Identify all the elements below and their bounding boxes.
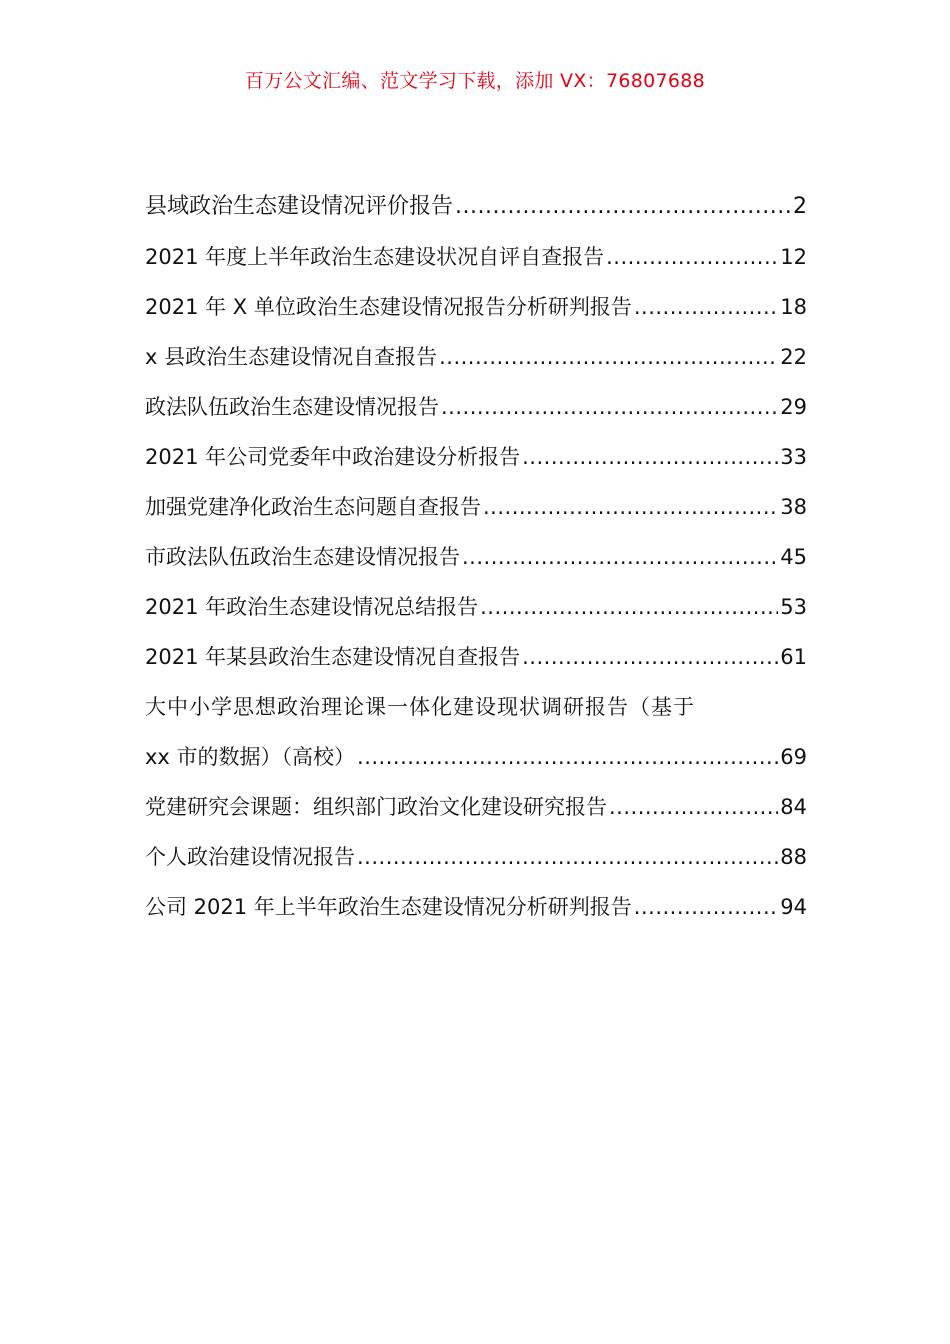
toc-entry[interactable] [145,632,807,682]
toc-dot-leader [483,482,778,532]
toc-dot-leader [462,532,778,582]
toc-entry-page: 61 [780,645,807,669]
toc-entry-page: 33 [780,445,807,469]
toc-entry[interactable] [145,482,807,532]
toc-entry-page: 29 [780,395,807,419]
toc-entry-page: 53 [780,595,807,619]
toc-entry-title: 2021 年度上半年政治生态建设状况自评自查报告 [145,245,605,269]
toc-dot-leader [606,232,778,282]
toc-dot-leader [609,782,778,832]
toc-entry-page: 84 [780,795,807,819]
toc-dot-leader [441,382,778,432]
toc-entry-page: 94 [780,895,807,919]
toc-dot-leader [480,582,778,632]
toc-entry[interactable] [145,532,807,582]
toc-entry-page: 69 [780,745,807,769]
toc-entry-title: 2021 年 X 单位政治生态建设情况报告分析研判报告 [145,295,632,319]
toc-entry-title: 2021 年某县政治生态建设情况自查报告 [145,645,521,669]
toc-entry[interactable] [145,432,807,482]
toc-entry-page: 18 [780,295,807,319]
toc-entry[interactable] [145,182,807,232]
toc-dot-leader [439,332,778,382]
promo-header: 百万公文汇编、范文学习下载，添加 VX：76807688 [244,70,706,92]
toc-dot-leader [522,632,778,682]
toc-entry-title: 2021 年公司党委年中政治建设分析报告 [145,445,521,469]
toc-dot-leader [357,832,778,882]
table-of-contents [145,182,807,932]
toc-entry-page: 12 [780,245,807,269]
toc-entry-title: 公司 2021 年上半年政治生态建设情况分析研判报告 [145,895,632,919]
toc-dot-leader [634,882,778,932]
toc-dot-leader [455,182,791,232]
toc-entry[interactable] [145,382,807,432]
toc-entry-title: 市政法队伍政治生态建设情况报告 [145,545,460,569]
toc-entry-title: 党建研究会课题：组织部门政治文化建设研究报告 [145,795,607,819]
toc-entry-page: 38 [780,495,807,519]
toc-entry-title-continued: xx 市的数据）（高校） [145,745,356,769]
toc-entry-title: 政法队伍政治生态建设情况报告 [145,395,439,419]
toc-entry-title: 2021 年政治生态建设情况总结报告 [145,595,479,619]
toc-entry[interactable] [145,682,807,782]
toc-entry-title: x 县政治生态建设情况自查报告 [145,345,438,369]
toc-dot-leader [522,432,778,482]
toc-dot-leader [634,282,778,332]
toc-entry-page: 45 [780,545,807,569]
toc-dot-leader [357,732,778,782]
toc-entry-page: 22 [780,345,807,369]
toc-entry[interactable] [145,332,807,382]
toc-entry[interactable] [145,582,807,632]
toc-entry-title: 县域政治生态建设情况评价报告 [145,194,454,219]
toc-entry-title: 加强党建净化政治生态问题自查报告 [145,495,481,519]
toc-entry[interactable] [145,232,807,282]
toc-entry[interactable] [145,832,807,882]
toc-entry[interactable] [145,782,807,832]
toc-entry[interactable] [145,882,807,932]
toc-entry-page: 88 [780,845,807,869]
toc-entry-page: 2 [793,194,807,219]
toc-entry-title: 个人政治建设情况报告 [145,845,355,869]
toc-entry-title: 大中小学思想政治理论课一体化建设现状调研报告（基于 [145,695,695,719]
toc-entry[interactable] [145,282,807,332]
